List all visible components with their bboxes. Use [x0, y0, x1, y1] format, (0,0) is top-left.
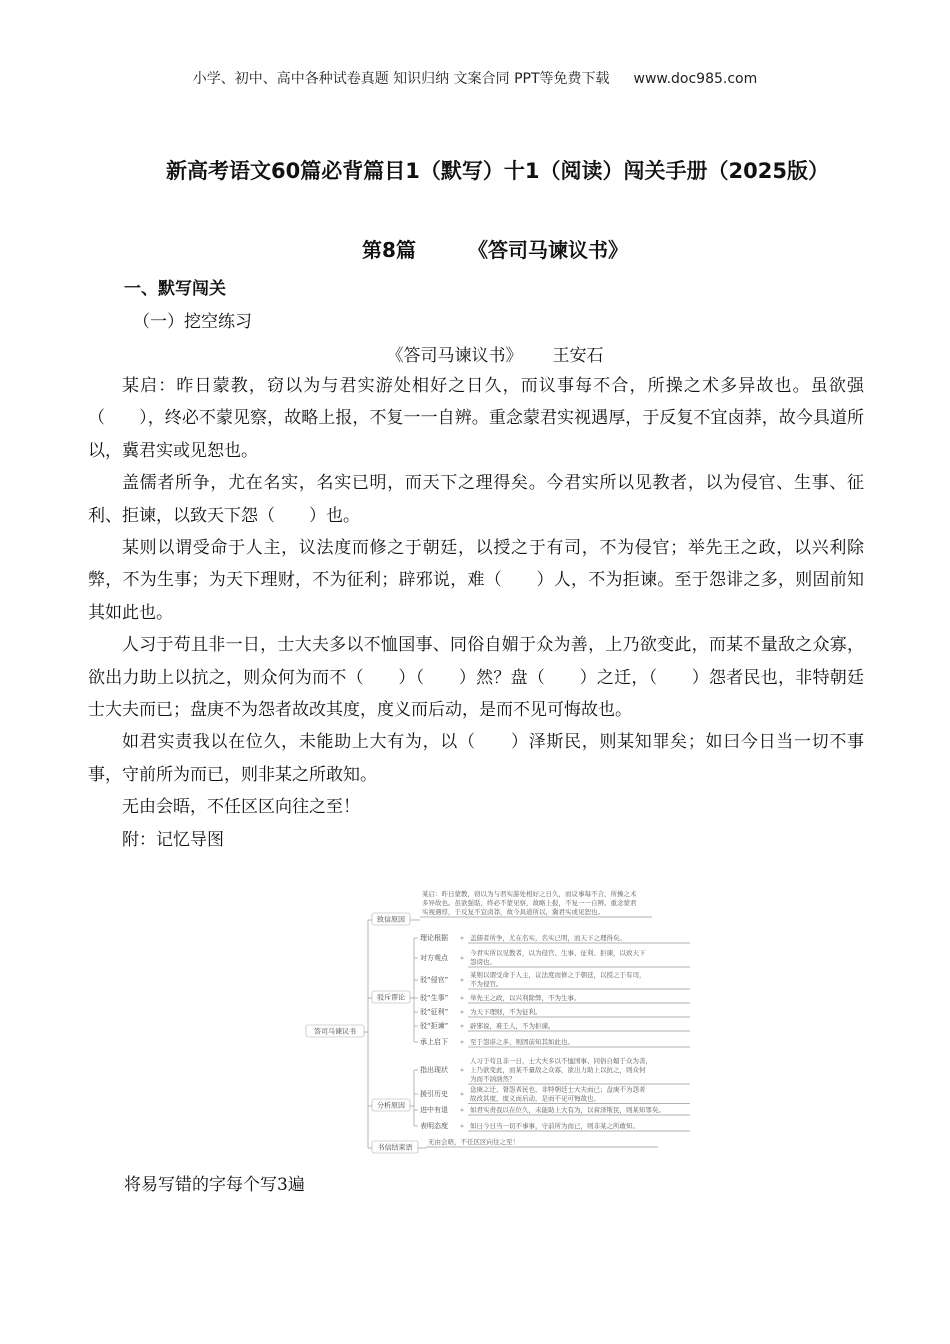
subsection-heading: （一）挖空练习 [133, 312, 252, 332]
lesson-title [0, 234, 950, 263]
practice-instruction: 将易写错的字每个写3遍 [124, 1175, 305, 1195]
paragraph: 某启：昨日蒙教，窃以为与君实游处相好之日久，而议事每不合，所操之术多异故也。虽欲强（ ），终必不蒙见察，故略上报，不复一一自辨。重念蒙君实视遇厚，于反复不宜卤莽，故今具道所以，冀君实或见恕也。 [88, 376, 864, 461]
sub-branch-text: 盘庚之迁，胥怨者民也，非特朝廷士大夫而已；盘庚不为怨者 [470, 1085, 646, 1094]
sub-branch-text: 上乃欲变此，而某不量敌之众寡，欲出力助上以抗之，则众何 [470, 1066, 646, 1074]
sub-branch-label: 指出现状 [420, 1066, 448, 1074]
branch-text: 实视遇厚，于反复不宜卤莽，故今具道所以，冀君实或见恕也。 [422, 908, 604, 916]
passage [88, 370, 864, 856]
branch-label: 致信原因 [377, 915, 405, 924]
sub-branch-label: 驳“侵官” [420, 976, 449, 984]
sub-branch-text: 辟邪说，难壬人，不为拒谏。 [470, 1022, 555, 1030]
sub-branch-text: 为天下理财，不为征利。 [470, 1008, 542, 1016]
sub-branch-text: 举先王之政，以兴利除弊，不为生事。 [470, 994, 581, 1002]
section-heading: 一、默写闯关 [124, 279, 226, 299]
sub-branch-text: 怨谤也。 [470, 958, 496, 966]
branch-label: 驳斥谬论 [377, 993, 405, 1002]
paragraph: 盖儒者所争，尤在名实，名实已明，而天下之理得矣。今君实所以见教者，以为侵官、生事、征利、拒谏，以致天下怨（ ）也。 [88, 473, 864, 526]
sub-branch-text: 某则以谓受命于人主，议法度而修之于朝廷，以授之于有司， [470, 971, 646, 979]
header-text: 小学、初中、高中各种试卷真题 知识归纳 文案合同 PPT等免费下载 [192, 71, 610, 87]
branch-text: 多异故也。虽欲强聒，终必不蒙见察，故略上报，不复一一自辨。重念蒙君 [422, 899, 637, 907]
sub-branch-text: 为而不汹汹然？ [470, 1075, 516, 1083]
memory-mind-map [300, 882, 690, 1160]
mind-map-root: 答司马谏议书 [314, 1027, 356, 1036]
connector-dot [461, 1093, 464, 1096]
paragraph: 人习于苟且非一日，士大夫多以不恤国事、同俗自媚于众为善，上乃欲变此，而某不量敌之众寡，欲出力助上以抗之，则众何为而不（ ）（ ）然？盘（ ）之迁，（ ）怨者民也，非特朝廷士大夫而已；盘庚不为怨者故改其度，度义而后动，是而不见可悔故也。 [88, 635, 864, 721]
paragraph: 无由会晤，不任区区向往之至！ [122, 797, 360, 818]
sub-branch-text: 故改其度，度义而后动，是而不见可悔故也。 [470, 1094, 600, 1103]
connector-dot [461, 937, 464, 940]
branch-label: 书信结束语 [377, 1143, 413, 1152]
connector-dot [461, 957, 464, 960]
sub-branch-text: 人习于苟且非一日，士大夫多以不恤国事、同俗自媚于众为善， [470, 1057, 652, 1065]
document-title: 新高考语文60篇必背篇目1（默写）十1（阅读）闯关手册（2025版） [166, 159, 829, 183]
connector-dot [461, 997, 464, 1000]
page-header [0, 68, 950, 88]
connector-dot [461, 1125, 464, 1128]
sub-branch-label: 进中有退 [420, 1106, 448, 1114]
sub-branch-text: 不为侵官。 [470, 980, 503, 988]
paragraph: 附：记忆导图 [122, 829, 224, 850]
sub-branch-label: 援引历史 [420, 1090, 448, 1098]
sub-branch-text: 盖儒者所争，尤在名实，名实已明，而天下之理得矣。 [470, 934, 626, 942]
sub-branch-label: 驳“生事” [420, 994, 449, 1002]
connector-dot [461, 979, 464, 982]
sub-branch-label: 表明态度 [420, 1122, 448, 1130]
connector-dot [461, 1025, 464, 1028]
connector-dot [461, 1069, 464, 1072]
sub-branch-text: 今君实所以见教者，以为侵官、生事、征利、拒谏，以致天下 [470, 949, 646, 957]
connector-dot [461, 1041, 464, 1044]
sub-branch-label: 驳“拒谏” [420, 1022, 449, 1030]
text-title [0, 341, 950, 366]
text-author: 王安石 [552, 346, 604, 366]
sub-branch-label: 对方观点 [420, 954, 448, 962]
branch-text: 无由会晤，不任区区向往之至！ [428, 1138, 519, 1146]
sub-branch-label: 理论根据 [420, 934, 448, 942]
lesson-number: 第8篇 [362, 238, 416, 262]
lesson-name: 《答司马谏议书》 [467, 238, 628, 262]
header-site[interactable]: www.doc985.com [633, 71, 758, 87]
sub-branch-label: 承上启下 [420, 1038, 448, 1046]
text-name: 《答司马谏议书》 [386, 346, 523, 366]
sub-branch-text: 至于怨诽之多，则固前知其如此也。 [470, 1038, 574, 1046]
paragraph: 某则以谓受命于人主，议法度而修之于朝廷，以授之于有司，不为侵官；举先王之政，以兴利除弊，不为生事；为天下理财，不为征利；辟邪说，难（ ）人，不为拒谏。至于怨诽之多，则固前知其如此也。 [88, 538, 864, 623]
paragraph: 如君实责我以在位久，未能助上大有为，以（ ）泽斯民，则某知罪矣；如曰今日当一切不事事，守前所为而已，则非某之所敢知。 [88, 732, 864, 785]
branch-text: 某启：昨日蒙教，窃以为与君实游处相好之日久，而议事每不合，所操之术 [422, 890, 637, 898]
connector-dot [461, 1011, 464, 1014]
sub-branch-label: 驳“征利” [420, 1008, 449, 1016]
connector-dot [461, 1109, 464, 1112]
sub-branch-text: 如曰今日当一切不事事，守前所为而已，则非某之所敢知。 [470, 1122, 639, 1130]
sub-branch-text: 如君实责我以在位久，未能助上大有为，以膏泽斯民，则某知罪矣。 [470, 1106, 665, 1114]
branch-label: 分析原因 [377, 1101, 405, 1110]
